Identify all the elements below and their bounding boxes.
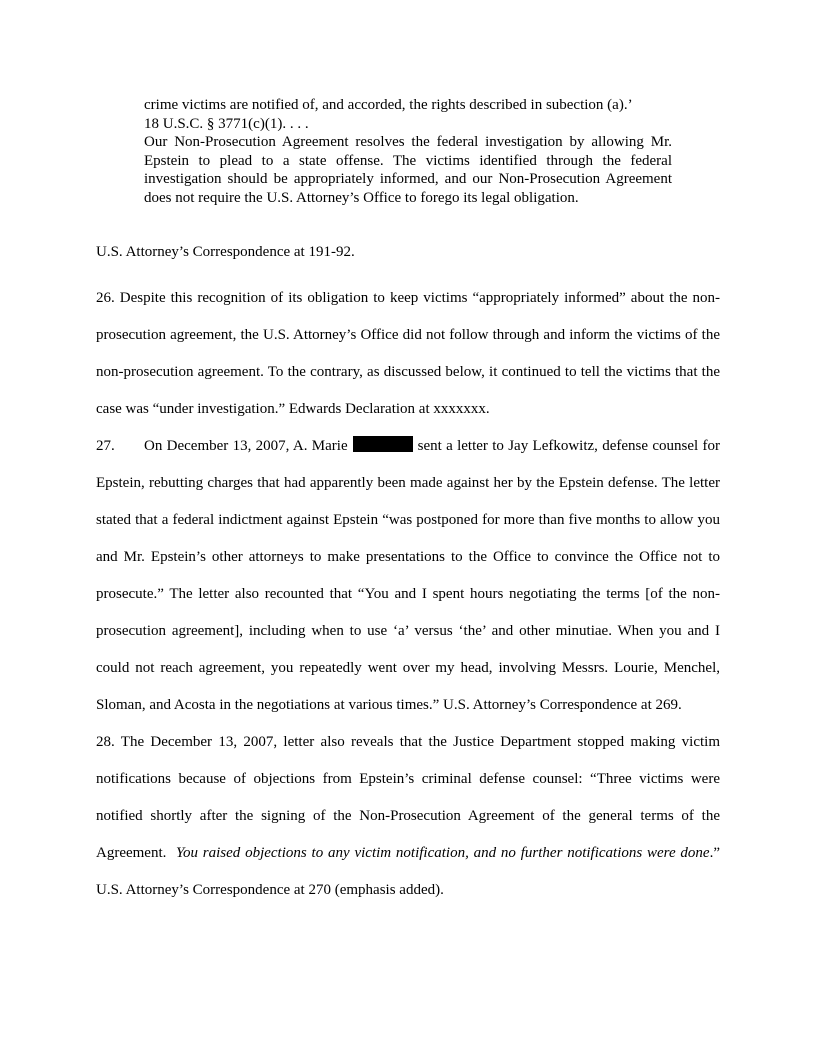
quote-line-2: 18 U.S.C. § 3771(c)(1). . . . (144, 115, 309, 132)
paragraph-27-lead: On December 13, 2007, A. Marie (144, 438, 348, 454)
block-quote (144, 96, 672, 207)
paragraph-26: 26. Despite this recognition of its obligation to keep victims “appropriately informed” about the non-prosecution agreement, the U.S. Attorney’s Office did not follow through and inform the victims of the non-prosecution agreement. To the contrary, as discussed below, it continued to tell the victims that the case was “under investigation.” Edwards Declaration at xxxxxxx. (96, 290, 720, 417)
quote-paragraph: Our Non-Prosecution Agreement resolves the federal investigation by allowing Mr. Epstein to plead to a state offense. The victims identified through the federal investigation should be appropriately informed, and our Non-Prosecution Agreement does not require the U.S. Attorney’s Office to forego its legal obligation. (144, 134, 672, 206)
redaction-box (353, 436, 413, 452)
paragraph-27 (96, 428, 720, 724)
paragraph-28-lead: 28. The December 13, 2007, letter also reveals that the Justice Department stopped making victim notifications because of objections from Epstein’s criminal defense counsel: “Three victims were notified shortly after the signing of the Non-Prosecution Agreement of the general terms of the Agreement. (96, 734, 720, 861)
quote-line-1: crime victims are notified of, and accorded, the rights described in subection (a).’ (144, 97, 633, 113)
paragraph-27-rest: sent a letter to Jay Lefkowitz, defense counsel for Epstein, rebutting charges that had apparently been made against her by the Epstein defense. The letter stated that a federal indictment against Epstein “was postponed for more than five months to allow you and Mr. Epstein’s other attorneys to make presentations to the Office to convince the Office not to prosecute.” The letter also recounted that “You and I spent hours negotiating the terms [of the non-prosecution agreement], including when to use ‘a’ versus ‘the’ and other minutiae. When you and I could not reach agreement, you repeatedly went over my head, involving Messrs. Lourie, Menchel, Sloman, and Acosta in the negotiations at various times.” U.S. Attorney’s Correspondence at 269. (96, 438, 721, 713)
paragraph-27-number: 27. (96, 438, 115, 454)
body-text (96, 280, 720, 909)
paragraph-28-tail: .” U.S. Attorney’s Correspondence at 270 (emphasis added). (96, 845, 720, 898)
paragraph-28 (96, 724, 720, 909)
paragraph-28-emphasis: You raised objections to any victim notification, and no further notifications were done (176, 845, 710, 861)
quote-citation: U.S. Attorney’s Correspondence at 191-92. (96, 244, 355, 260)
